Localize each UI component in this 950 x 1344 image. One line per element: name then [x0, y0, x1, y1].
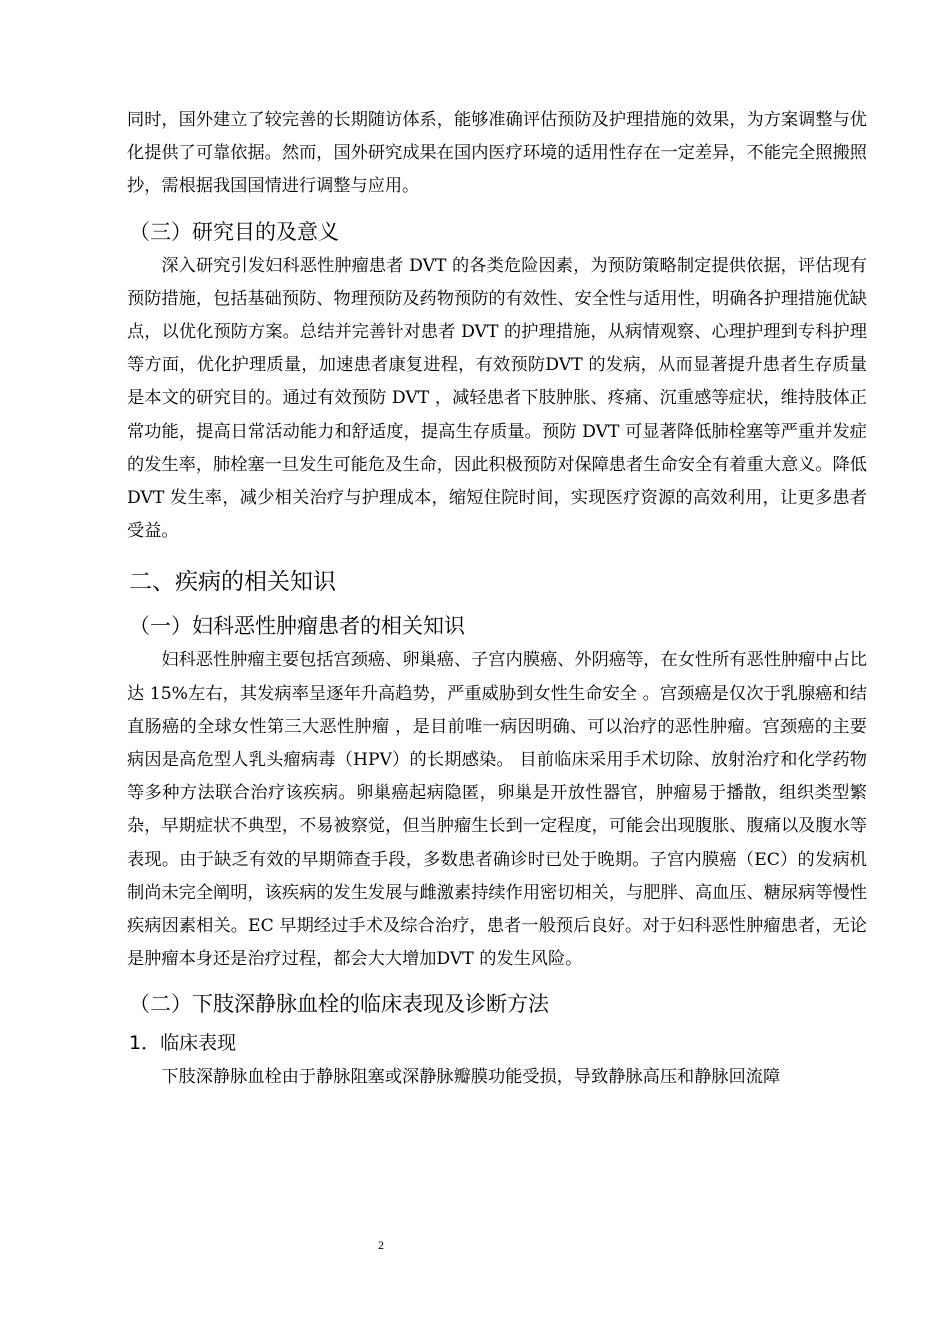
paragraph-research-purpose: 深入研究引发妇科恶性肿瘤患者 DVT 的各类危险因素，为预防策略制定提供依据，评估现有预防措施，包括基础预防、物理预防及药物预防的有效性、安全性与适用性，明确各护理措施优缺点，以优化预防方案。总结并完善针对患者 DVT 的护理措施，从病情观察、心理护理到专科护理等方面，优化护理质量，加速患者康复进程，有效预防DVT 的发病，从而显著提升患者生存质量是本文的研究目的。通过有效预防 DVT ，减轻患者下肢肿胀、疼痛、沉重感等症状，维持肢体正常功能，提高日常活动能力和舒适度，提高生存质量。预防 DVT 可显著降低肺栓塞等严重并发症的发生率，肺栓塞一旦发生可能危及生命，因此积极预防对保障患者生命安全有着重大意义。降低 DVT 发生率，减少相关治疗与护理成本，缩短住院时间，实现医疗资源的高效利用，让更多患者受益。 [127, 255, 867, 542]
page-content [127, 104, 867, 1095]
heading-clinical-manifestation: 1．临床表现 [129, 1032, 237, 1055]
heading-gyn-tumor-knowledge: （一）妇科恶性肿瘤患者的相关知识 [129, 614, 465, 639]
paragraph-dvt-intro: 下肢深静脉血栓由于静脉阻塞或深静脉瓣膜功能受损，导致静脉高压和静脉回流障 [161, 1067, 781, 1088]
paragraph-gyn-tumor: 妇科恶性肿瘤主要包括宫颈癌、卵巢癌、子宫内膜癌、外阴癌等，在女性所有恶性肿瘤中占比达 15%左右，其发病率呈逐年升高趋势，严重威胁到女性生命安全 。宫颈癌是仅次于乳腺癌和结直肠癌的全球女性第三大恶性肿瘤 ，是目前唯一病因明确、可以治疗的恶性肿瘤。宫颈癌的主要病因是高危型人乳头瘤病毒（HPV）的长期感染。 目前临床采用手术切除、放射治疗和化学药物等多种方法联合治疗该疾病。卵巢癌起病隐匿，卵巢是开放性器官，肿瘤易于播散，组织类型繁杂，早期症状不典型，不易被察觉，但当肿瘤生长到一定程度，可能会出现腹胀、腹痛以及腹水等表现。由于缺乏有效的早期筛查手段，多数患者确诊时已处于晚期。子宫内膜癌（EC）的发病机制尚未完全阐明，该疾病的发生发展与雌激素持续作用密切相关，与肥胖、高血压、糖尿病等慢性疾病因素相关。EC 早期经过手术及综合治疗，患者一般预后良好。对于妇科恶性肿瘤患者，无论是肿瘤本身还是治疗过程，都会大大增加DVT 的发生风险。 [127, 650, 867, 970]
heading-research-purpose: （三）研究目的及意义 [129, 219, 339, 244]
heading-disease-knowledge: 二、疾病的相关知识 [129, 569, 336, 596]
heading-dvt-clinical-diagnosis: （二）下肢深静脉血栓的临床表现及诊断方法 [129, 992, 549, 1017]
paragraph-foreign-followup: 同时，国外建立了较完善的长期随访体系，能够准确评估预防及护理措施的效果，为方案调整与优化提供了可靠依据。然而，国外研究成果在国内医疗环境的适用性存在一定差异，不能完全照搬照抄，需根据我国国情进行调整与应用。 [127, 110, 867, 197]
page-number: 2 [378, 1238, 384, 1252]
